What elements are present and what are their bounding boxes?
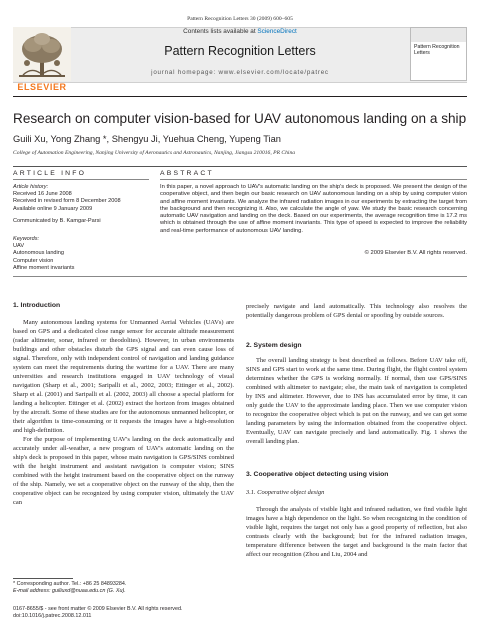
elsevier-tree-logo (13, 27, 71, 81)
section-body-introduction (13, 318, 234, 507)
footnote (13, 581, 234, 595)
abstract-text: In this paper, a novel approach to UAV's automatic landing on the ship's deck is proposed. We present the design of the cooperative object, and then begin our basic research on UAV autonomous landing on a ship by using computer vision and affine moment invariants. We analyze the infrared radiation images in our experiments by extracting the target from the background and then recognizing it. Also, we calculate the angle of yaw. We study the basic research concerning automatic UAV navigation and landing on the deck. Based on our experiments, the average recognition time is 17.2 ms which is obtained through the use of affine moment invariants. This type of speed is expected to improve the reliability and real-time performance of autonomous UAV landing. (160, 184, 467, 234)
publisher-wordmark: ELSEVIER (17, 82, 67, 92)
subsection-heading-design: 3.1. Cooperative object design (246, 489, 325, 496)
footer-doi[interactable]: doi:10.1016/j.patrec.2008.12.011 (13, 613, 92, 619)
keyword-item: Computer vision (13, 257, 54, 264)
journal-homepage[interactable]: journal homepage: www.elsevier.com/locate/patrec (151, 69, 329, 76)
info-rule-left (13, 179, 149, 180)
article-history (13, 184, 149, 213)
journal-cover-thumbnail (410, 27, 467, 81)
communicated-by: Communicated by B. Kamgar-Parsi (13, 218, 101, 224)
contents-prefix: Contents lists available at (183, 28, 258, 35)
keyword-item: Affine moment invariants (13, 264, 75, 271)
cover-banner (411, 28, 466, 42)
contents-availability (80, 28, 400, 35)
info-top-rule (13, 166, 467, 167)
page-footer (13, 606, 313, 620)
section-heading-introduction: 1. Introduction (13, 302, 61, 309)
footnote-corresponding-author: * Corresponding author. Tel.: +86 25 84893284. (13, 581, 127, 587)
keywords-label: Keywords: (13, 236, 40, 242)
cover-title: Pattern Recognition Letters (414, 44, 460, 56)
header-rule (13, 96, 467, 97)
footer-issn: 0167-8655/$ - see front matter © 2009 Elsevier B.V. All rights reserved. (13, 606, 183, 612)
info-rule-right (160, 179, 467, 180)
section-heading-cooperative-object: 3. Cooperative object detecting using vision (246, 471, 389, 478)
affiliation: College of Automation Engineering, Nanjing University of Aeronautics and Astronautics, Nanjing, Jiangsu 210016, PR China (13, 150, 296, 156)
section-body-system-design: The overall landing strategy is best described as follows. Before UAV take off, SINS and GPS start to work at the same time. During flight, the flight control system determines whether the GPS is working normally. If normal, then use GPS/SINS combined with altimeter to navigate; else, the main task of navigation is completed by INS and altimeter. However, due to INS has accumulated error by time, it can only guide the UAV to the approximate landing place. Then we use computer vision to recognize the cooperative object which is put on the runway, and we can get some landing parameters by using the information obtained from the cooperative object. Eventually, UAV can navigate precisely and land automatically. Fig. 1 shows the overall landing plan. (246, 357, 467, 445)
subsection-body-design: Through the analysis of visible light and infrared radiation, we find visible light images have a high dependence on the light. So when recognizing in the condition of visible light, requires the target not only has a good property of reflection, but also contrasts clearly with the background; but for the infrared radiation images, temperature difference between the target and background is the main factor that affect our recognition (Zhou and Liu, 2004 and (246, 506, 467, 558)
abstract-bottom-rule (13, 276, 467, 277)
intro-continuation: precisely navigate and land automatically. This technology also resolves the potentially dangerous problem of GPS denial or spoofing by outside sources. (246, 303, 467, 319)
journal-reference: Pattern Recognition Letters 30 (2009) 600–605 (187, 16, 293, 22)
journal-title: Pattern Recognition Letters (164, 44, 316, 58)
keyword-item: UAV (13, 243, 25, 250)
footnote-email: E-mail address: guiliuxd@nuaa.edu.cn (G. Xu). (13, 588, 126, 594)
abstract-copyright: © 2009 Elsevier B.V. All rights reserved. (364, 250, 467, 256)
history-received: Received 16 June 2008 (13, 191, 72, 198)
history-revised: Received in revised form 8 December 2008 (13, 198, 121, 205)
article-info-heading: ARTICLE INFO (13, 170, 87, 177)
sciencedirect-link[interactable]: ScienceDirect (257, 28, 297, 35)
keywords (13, 236, 149, 272)
history-label: Article history: (13, 184, 49, 190)
footnote-rule (13, 578, 73, 579)
keyword-item: Autonomous landing (13, 250, 65, 257)
section-heading-system-design: 2. System design (246, 342, 302, 349)
history-online: Available online 9 January 2009 (13, 205, 93, 212)
abstract-heading: ABSTRACT (160, 170, 214, 177)
intro-paragraph-2: For the purpose of implementing UAV's landing on the deck automatically and accurately under all-weather, a new program of UAV's automatic landing on the ship's deck is proposed in this paper, whose main navigation is GPS/SINS combined with the height instrument and assistant navigation is computer vision; SINS combined with the height instrument based on the cooperative object on the runway of the ship. Namely, we set a cooperative object on the runway of the ship, then the cooperative object can be recognized by using computer vision, ultimately the UAV can (13, 436, 234, 506)
article-title: Research on computer vision-based for UAV autonomous landing on a ship (13, 111, 467, 126)
author-list: Guili Xu, Yong Zhang *, Shengyu Ji, Yuehua Cheng, Yupeng Tian (13, 134, 281, 144)
intro-paragraph-1: Many autonomous landing systems for Unmanned Aerial Vehicles (UAVs) are based on GPS and a dedicated close range sensor for accurate altitude measurement (radar altimeter, sonar, infrared or theodolites). However, in urban environments buildings and other obstacles disturb the GPS signal and can even cause loss of signal. Therefore, only with independent control of navigation and landing guidance system can meet the requirements during the wartime for a UAV. There are many universities and research institutions engaged in UAV technology of visual navigation (Sharp et al., 2001; Saripalli et al., 2002, 2003; Ettinger et al., 2002). Sharp et al. (2001) and Saripalli et al. (2002, 2003) all choose a special platform for landing a helicopter. Ettinger et al. (2002) extract the horizon from images obtained by the aircraft. Some of these studies are for the autonomous unmanned helicopter, or their algorithm is time-consuming or it requests the images have a high-resolution and high-definition. (13, 319, 234, 434)
